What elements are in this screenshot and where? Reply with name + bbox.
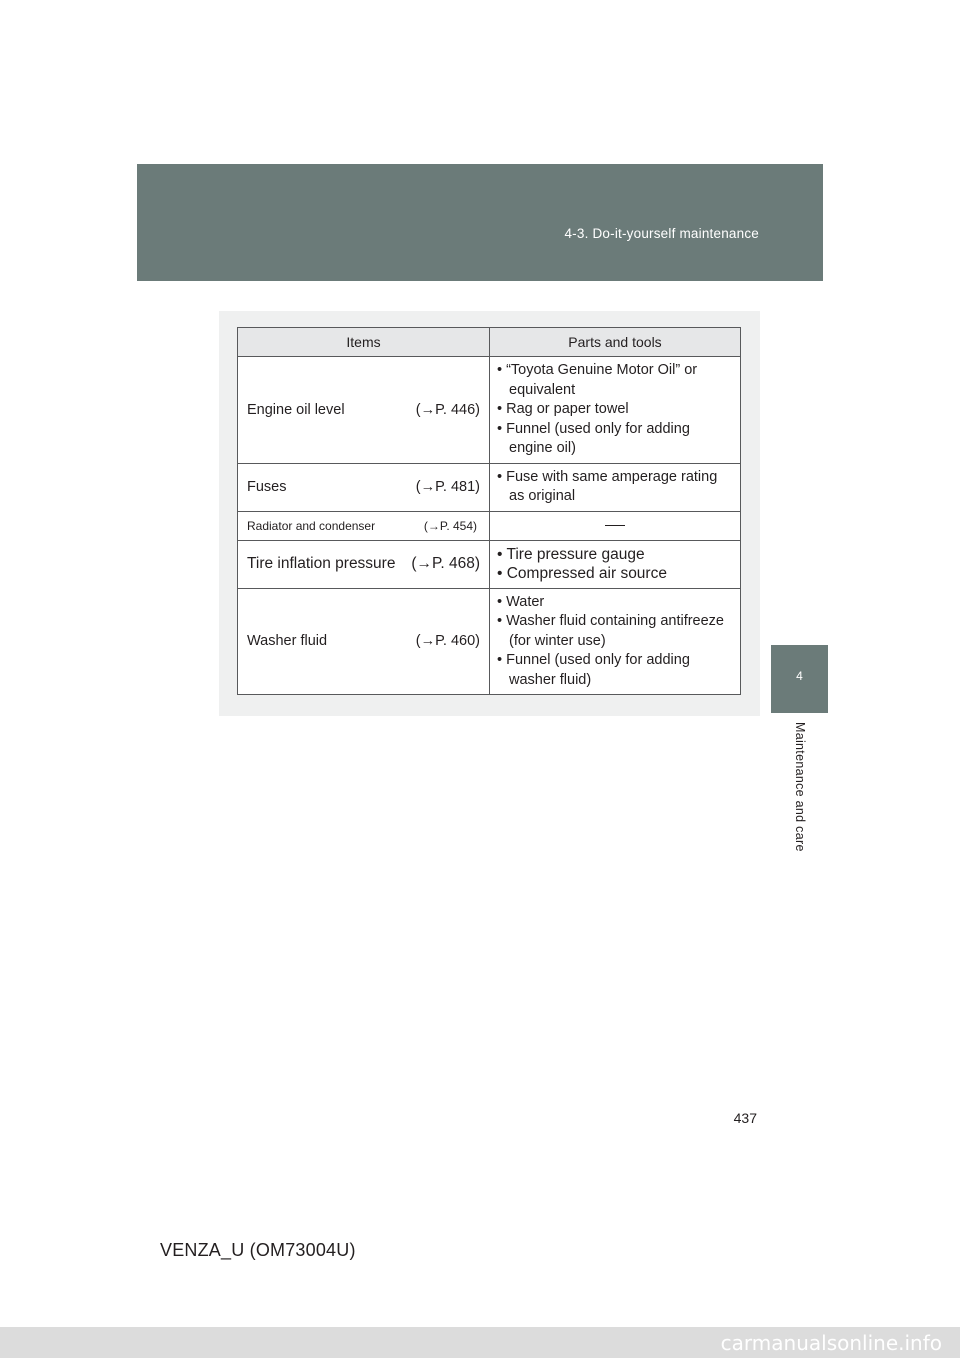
parts-cell <box>490 357 741 464</box>
item-name: Engine oil level <box>247 401 345 418</box>
parts-list-item: • Fuse with same amperage rating as original <box>497 468 718 504</box>
item-cell <box>238 463 490 511</box>
parts-list-item: • Funnel (used only for adding engine oil) <box>497 420 690 456</box>
parts-list-item: • Water <box>497 593 545 610</box>
table-row <box>238 540 741 588</box>
parts-cell <box>490 540 741 588</box>
dash-placeholder <box>605 525 625 526</box>
item-name: Radiator and condenser <box>247 518 376 533</box>
item-name: Fuses <box>247 479 287 495</box>
parts-cell <box>490 511 741 540</box>
item-cell <box>238 511 490 540</box>
header-parts: Parts and tools <box>490 328 741 357</box>
table-row <box>238 357 741 464</box>
table-row <box>238 511 741 540</box>
parts-cell <box>490 588 741 695</box>
item-cell <box>238 357 490 464</box>
section-title: 4-3. Do-it-yourself maintenance <box>564 226 759 241</box>
chapter-number: 4 <box>796 669 803 683</box>
table-row <box>238 463 741 511</box>
page-reference: (→P. 481) <box>415 479 480 495</box>
page-reference: (→P. 446) <box>415 401 480 418</box>
item-cell <box>238 588 490 695</box>
watermark-bar <box>0 1327 960 1358</box>
parts-list-item: • Washer fluid containing antifreeze (for winter use) <box>497 613 724 649</box>
chapter-label: Maintenance and care <box>793 722 807 852</box>
header-items: Items <box>238 328 490 357</box>
parts-list-item: • Tire pressure gauge <box>497 545 645 563</box>
header-band <box>137 164 823 281</box>
page-reference: (→P. 454) <box>423 518 477 533</box>
chapter-tab <box>771 645 828 713</box>
parts-list-item: • “Toyota Genuine Motor Oil” or equivalent <box>497 362 698 398</box>
item-name: Tire inflation pressure <box>247 555 396 572</box>
item-name: Washer fluid <box>247 633 328 650</box>
watermark: carmanualsonline.info <box>720 1331 942 1355</box>
item-cell <box>238 540 490 588</box>
page-number: 437 <box>733 1110 757 1126</box>
table-header-row <box>238 328 741 357</box>
page-reference: (→P. 468) <box>411 555 480 572</box>
items-table <box>237 327 741 695</box>
parts-cell <box>490 463 741 511</box>
parts-list-item: • Funnel (used only for adding washer fluid) <box>497 652 690 688</box>
parts-list-item: • Compressed air source <box>497 565 667 582</box>
parts-list-item: • Rag or paper towel <box>497 401 629 417</box>
page-reference: (→P. 460) <box>415 633 480 650</box>
document-code: VENZA_U (OM73004U) <box>160 1240 356 1260</box>
table-row <box>238 588 741 695</box>
